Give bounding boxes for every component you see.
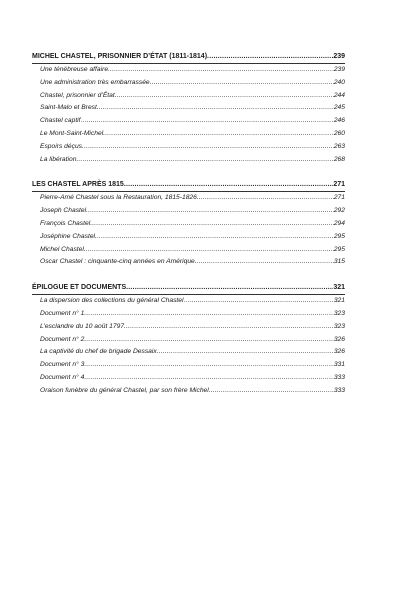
dot-leader [82,141,334,154]
entry-page-number: 263 [333,142,345,150]
dot-leader [103,128,334,141]
dot-leader [95,231,334,244]
dot-leader [207,50,333,63]
dot-leader [108,64,334,77]
toc-entry [32,372,345,385]
toc-section [32,178,345,269]
entry-page-number: 321 [333,297,345,305]
entry-page-number: 239 [333,66,345,73]
entry-title: Une ténébreuse affaire [40,66,109,73]
entry-page-number: 246 [333,117,345,125]
entry-title: Chastel captif [40,117,81,125]
entry-title: Document n° 1 [40,309,85,317]
entry-title: Michel Chastel [40,245,84,253]
toc-entry [32,77,345,90]
dot-leader [84,334,334,347]
entry-title: La dispersion des collections du général Chastel [40,297,184,305]
dot-leader [209,385,334,398]
entry-page-number: 268 [333,155,345,163]
toc-entry [32,385,345,398]
entry-page-number: 260 [333,129,345,137]
entry-title: La captivité du chef de brigade Dessaix [40,348,157,356]
entry-page-number: 326 [333,348,345,356]
dot-leader [84,308,334,321]
dot-leader [84,244,334,257]
section-heading [32,50,345,64]
toc-entry [32,64,345,77]
entry-title: Joséphine Chastel [40,232,96,240]
section-heading [32,281,345,295]
section-page-number: 271 [333,181,345,189]
entry-page-number: 271 [333,194,345,202]
entry-title: Joseph Chastel [40,207,87,215]
table-of-contents [32,50,345,410]
dot-leader [195,256,334,269]
entry-page-number: 240 [333,78,345,86]
toc-entry [32,102,345,115]
entry-page-number: 294 [333,219,345,227]
toc-entry [32,90,345,103]
dot-leader [84,372,334,385]
section-page-number: 321 [333,284,345,292]
section-title: ÉPILOGUE ET DOCUMENTS [32,284,127,292]
toc-entry [32,295,345,308]
entry-page-number: 333 [333,373,345,381]
entry-page-number: 245 [333,104,345,112]
dot-leader [76,154,333,167]
entry-title: Une administration très embarrassée [40,78,150,86]
entry-title: François Chastel [40,219,91,227]
dot-leader [150,77,334,90]
dot-leader [81,115,334,128]
dot-leader [84,359,334,372]
entry-title: La libération [40,155,77,163]
toc-entry [32,346,345,359]
toc-section [32,281,345,397]
entry-title: Espoirs déçus [40,142,83,150]
entry-title: Chastel, prisonnier d’État [40,91,115,99]
toc-entry [32,359,345,372]
entry-page-number: 333 [333,386,345,394]
entry-page-number: 292 [333,207,345,215]
entry-page-number: 295 [333,232,345,240]
entry-title: Saint-Malo et Brest [40,104,97,112]
toc-entry [32,308,345,321]
toc-entry [32,115,345,128]
dot-leader [157,346,334,359]
entry-page-number: 323 [333,322,345,330]
toc-entry [32,231,345,244]
entry-title: Oraison funèbre du général Chastel, par son frère Michel [40,386,209,394]
entry-title: Document n° 3 [40,361,85,369]
dot-leader [115,90,334,103]
toc-entry [32,244,345,257]
dot-leader [197,192,334,205]
toc-entry [32,154,345,167]
entry-title: Document n° 4 [40,373,85,381]
toc-entry [32,218,345,231]
toc-entry [32,128,345,141]
entry-title: Document n° 2 [40,335,85,343]
entry-page-number: 323 [333,309,345,317]
toc-entry [32,321,345,334]
section-title: LES CHASTEL APRÈS 1815 [32,181,124,189]
dot-leader [90,218,334,231]
entry-page-number: 315 [333,258,345,266]
entry-title: Oscar Chastel : cinquante-cinq années en Amérique [40,258,195,266]
entry-page-number: 326 [333,335,345,343]
entry-page-number: 244 [333,91,345,99]
entry-page-number: 331 [333,361,345,369]
dot-leader [184,295,334,308]
toc-entry [32,205,345,218]
entry-page-number: 295 [333,245,345,253]
toc-entry [32,334,345,347]
entry-title: Le Mont-Saint-Michel [40,129,104,137]
entry-title: Pierre-Amé Chastel sous la Restauration, 1815-1826 [40,194,197,202]
dot-leader [97,102,334,115]
dot-leader [124,321,334,334]
dot-leader [86,205,334,218]
toc-entry [32,256,345,269]
entry-title: L’esclandre du 10 août 1797 [40,322,125,330]
section-page-number: 239 [333,53,345,60]
dot-leader [126,281,333,294]
toc-section [32,50,345,166]
dot-leader [124,178,334,191]
section-title: MICHEL CHASTEL, PRISONNIER D’ÉTAT (1811-1814) [32,53,208,60]
toc-entry [32,192,345,205]
section-heading [32,178,345,192]
toc-entry [32,141,345,154]
